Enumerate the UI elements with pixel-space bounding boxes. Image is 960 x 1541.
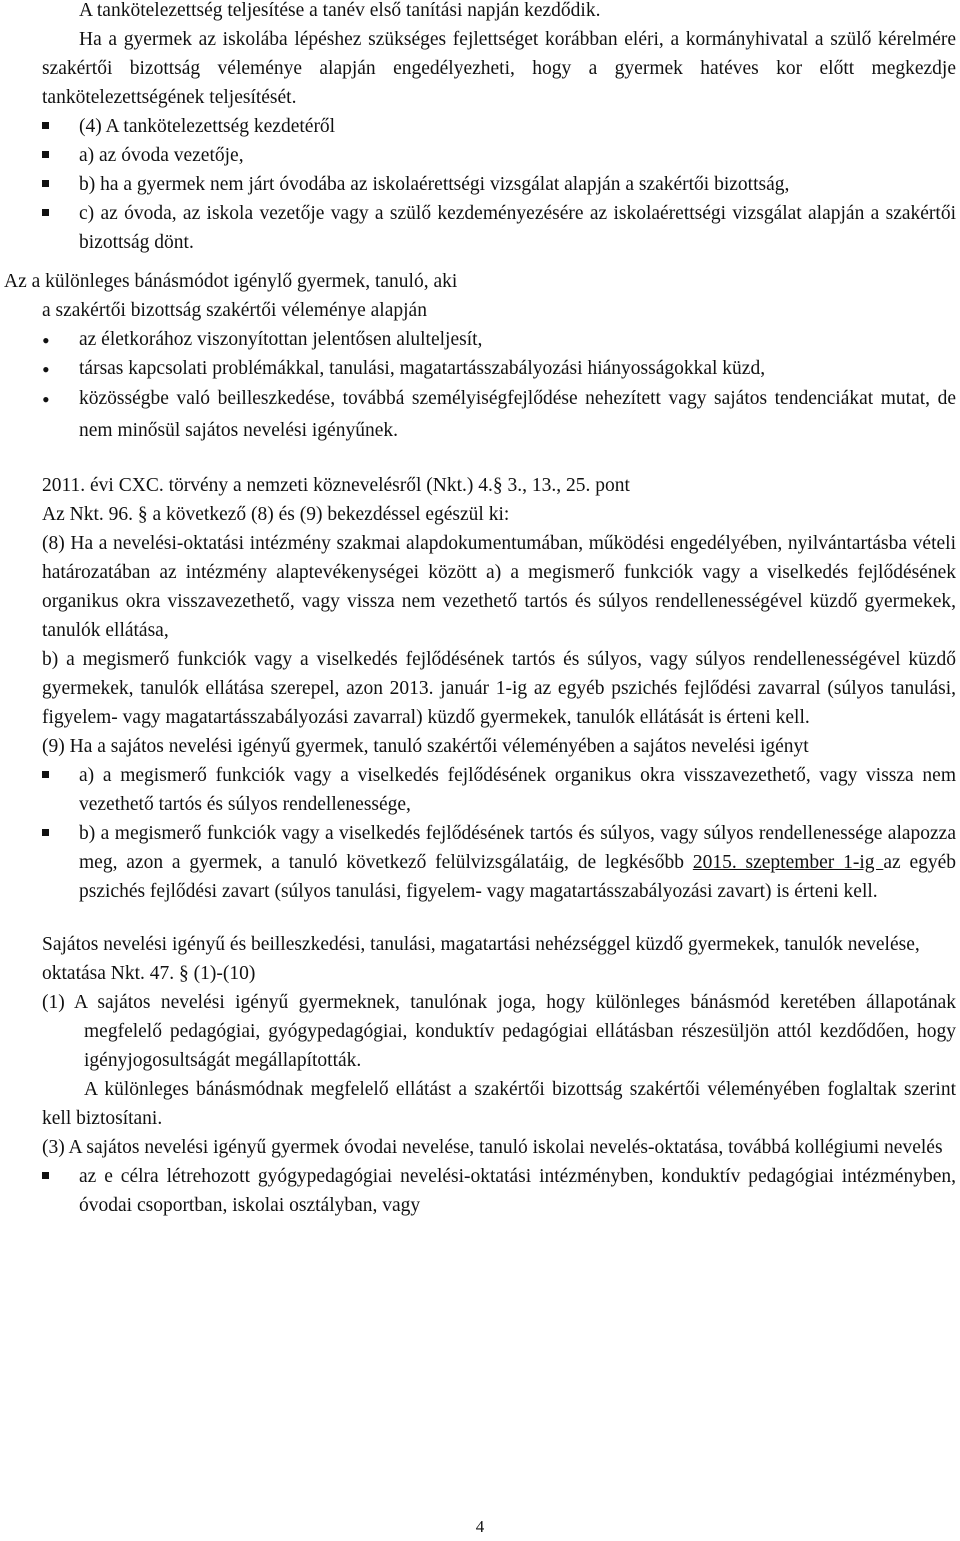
sni-paragraph-3: (3) A sajátos nevelési igényű gyermek óvodai nevelése, tanuló iskolai nevelés-oktatása, továbbá kollégiumi nevelés bbox=[42, 1137, 943, 1158]
square-bullet-icon bbox=[42, 199, 62, 228]
round-bullet-icon bbox=[42, 383, 62, 418]
special-subline: a szakértői bizottság szakértői véleménye alapján bbox=[42, 300, 427, 321]
sni-paragraph-1b: A különleges bánásmódnak megfelelő ellátást a szakértői bizottság szakértői véleményében foglaltak szerint kell biztosítani. bbox=[42, 1079, 956, 1129]
list-item: az e célra létrehozott gyógypedagógiai nevelési-oktatási intézményben, konduktív pedagógiai intézményben, óvodai csoportban, iskolai osztályban, vagy bbox=[42, 1162, 956, 1220]
list-item: • társas kapcsolati problémákkal, tanulási, magatartásszabályozási hiányosságokkal küzd, bbox=[42, 354, 956, 383]
nkt-amendment-line: Az Nkt. 96. § a következő (8) és (9) bekezdéssel egészül ki: bbox=[42, 504, 510, 525]
round-bullet-icon bbox=[42, 325, 62, 357]
list-item: • közösségbe való beilleszkedése, továbbá személyiségfejlődése nehezített vagy sajátos tendenciákat mutat, de nem minősül sajátos nevelési igényűnek. bbox=[42, 383, 956, 447]
square-bullet-icon bbox=[42, 1162, 62, 1191]
page-number: 4 bbox=[475, 1517, 485, 1536]
list-item: c) az óvoda, az iskola vezetője vagy a szülő kezdeményezésére az iskolaérettségi vizsgálat alapján a szakértői bizottság dönt. bbox=[42, 199, 956, 257]
round-bullet-icon bbox=[42, 354, 62, 386]
intro-paragraph: Ha a gyermek az iskolába lépéshez szükséges fejlettséget korábban eléri, a kormányhivatal a szülő kérelmére szakértői bizottság véleménye alapján engedélyezheti, hogy a gyermek hatéves kor előtt megkezdje tankötelezettségének teljesítését. bbox=[42, 29, 956, 108]
list-item: b) a megismerő funkciók vagy a viselkedés fejlődésének tartós és súlyos, vagy súlyos rendellenessége alapozza meg, azon a gyermek, a tanuló következő felülvizsgálatáig, de legkésőbb 2015. szeptember 1-ig az egyéb pszichés fejlődési zavart (súlyos tanulási, figyelem- vagy magatartásszabályozási zavart) is érteni kell. bbox=[42, 819, 956, 906]
start-list bbox=[42, 112, 956, 257]
document-page bbox=[4, 0, 957, 1220]
intro-line: A tankötelezettség teljesítése a tanév első tanítási napján kezdődik. bbox=[79, 0, 601, 21]
special-heading-line: Az a különleges bánásmódot igénylő gyermek, tanuló, aki bbox=[4, 271, 458, 292]
sni-title: Sajátos nevelési igényű és beilleszkedési, tanulási, magatartási nehézséggel küzdő gyermekek, tanulók nevelése, oktatása Nkt. 47. § (1)-(10) bbox=[42, 934, 920, 984]
special-bullets bbox=[42, 325, 956, 447]
square-bullet-icon bbox=[42, 761, 62, 790]
list-item: a) a megismerő funkciók vagy a viselkedés fejlődésének organikus okra visszavezethető, vagy vissza nem vezethető tartós és súlyos rendellenessége, bbox=[42, 761, 956, 819]
list-item: a) az óvoda vezetője, bbox=[42, 141, 956, 170]
sni-paragraph-1: (1) A sajátos nevelési igényű gyermeknek, tanulónak joga, hogy különleges bánásmód keretében állapotának megfelelő pedagógiai, gyógypedagógiai, konduktív pedagógiai ellátásban részesüljön attól kezdődően, hogy igényjogosultságát megállapították. bbox=[42, 992, 956, 1071]
paragraph-9: (9) Ha a sajátos nevelési igényű gyermek, tanuló szakértői véleményében a sajátos nevelési igényt bbox=[42, 736, 809, 757]
deadline-date: 2015. szeptember 1-ig bbox=[692, 852, 884, 873]
paragraph-8b: b) a megismerő funkciók vagy a viselkedés fejlődésének tartós és súlyos, vagy súlyos rendellenességével küzdő gyermekek, tanulók ellátása szerepel, azon 2013. január 1-ig az egyéb pszichés fejlődési zavarral (súlyos tanulási, figyelem- vagy magatartásszabályozási zavarral) küzdő gyermekek, tanulók ellátását is érteni kell. bbox=[42, 649, 956, 728]
law-title: 2011. évi CXC. törvény a nemzeti köznevelésről (Nkt.) 4.§ 3., 13., 25. pont bbox=[42, 475, 630, 496]
square-bullet-icon bbox=[42, 141, 62, 170]
list-item: b) ha a gyermek nem járt óvodába az iskolaérettségi vizsgálat alapján a szakértői bizottság, bbox=[42, 170, 956, 199]
list-item: • az életkorához viszonyítottan jelentősen alulteljesít, bbox=[42, 325, 956, 354]
square-bullet-icon bbox=[42, 170, 62, 199]
paragraph-8: (8) Ha a nevelési-oktatási intézmény szakmai alapdokumentumában, működési engedélyében, nyilvántartásba vételi határozatában az intézmény alaptevékenységei között a) a megismerő funkciók vagy a viselkedés fejlődésének organikus okra visszavezethető, vagy vissza nem vezethető tartós és súlyos rendellenességével küzdő gyermekek, tanulók ellátása, bbox=[42, 533, 956, 641]
square-bullet-icon bbox=[42, 112, 62, 141]
square-bullet-icon bbox=[42, 819, 62, 848]
list-item: (4) A tankötelezettség kezdetéről bbox=[42, 112, 956, 141]
